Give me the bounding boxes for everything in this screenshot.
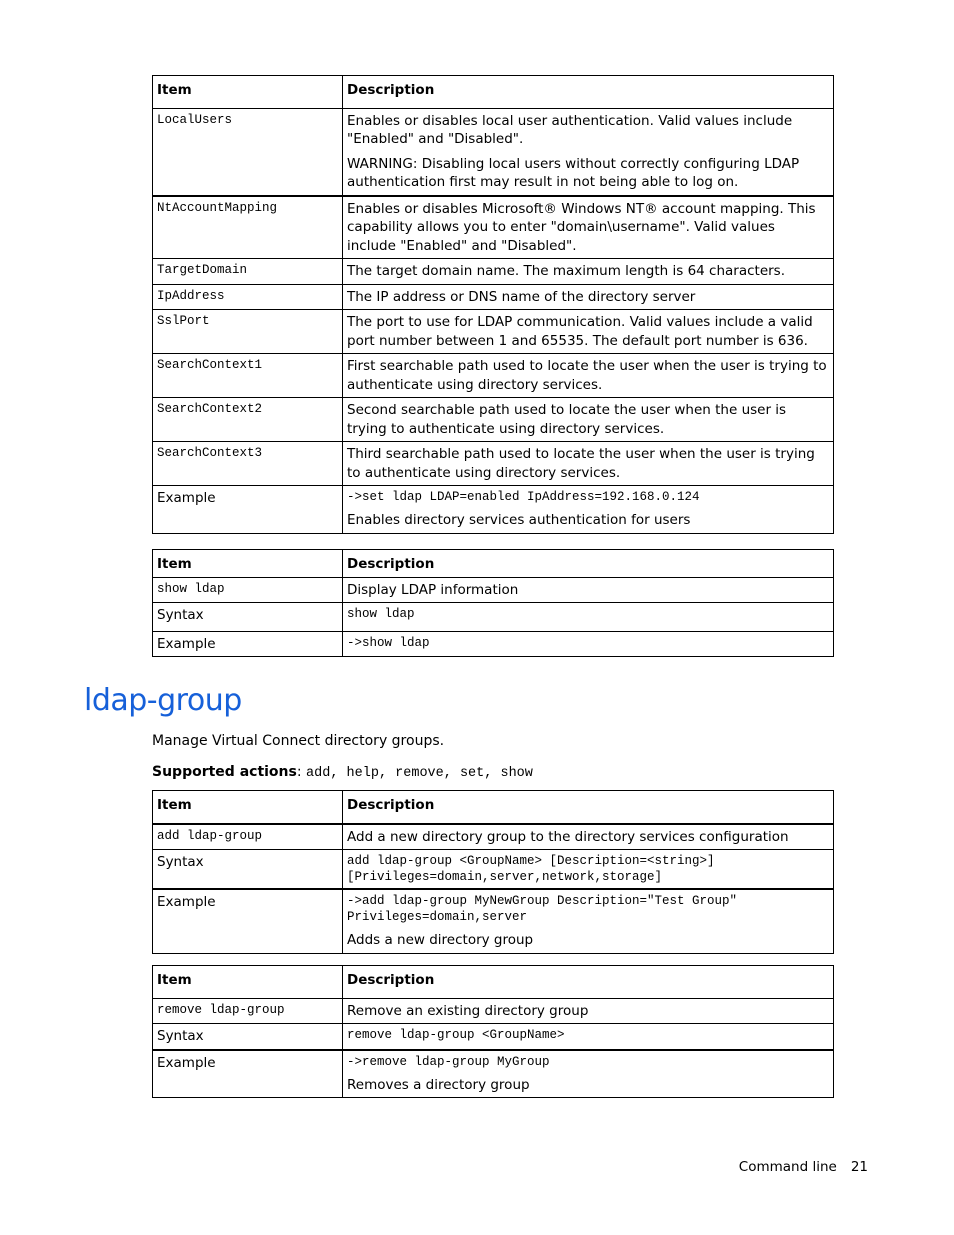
example-label: Example [153,1050,343,1098]
example-cell [343,1050,834,1098]
syntax-code-line-1: add ldap-group <GroupName> [Description=<string>] [347,854,715,868]
command-name: show ldap [153,577,343,603]
section-title: ldap-group [84,683,242,718]
command-description: Remove an existing directory group [343,998,834,1024]
table-row [153,284,834,310]
row-description: Enables or disables Microsoft® Windows NT® account mapping. This capability allows you to enter "domain\username". Valid values include "Enabled" and "Disabled". [343,196,834,259]
example-row [153,486,834,534]
example-cell [343,889,834,953]
section-intro: Manage Virtual Connect directory groups. [152,733,445,749]
page-footer [739,1159,868,1175]
header-item: Item [153,966,343,999]
example-code: ->set ldap LDAP=enabled IpAddress=192.168.0.124 [347,490,700,504]
example-cell [343,486,834,534]
add-ldap-group-table [152,790,834,954]
example-row [153,1050,834,1098]
command-description: Add a new directory group to the directory services configuration [343,824,834,850]
remove-ldap-group-table [152,965,834,1098]
show-ldap-table [152,549,834,657]
example-code: ->show ldap [343,631,834,657]
syntax-label: Syntax [153,1024,343,1050]
row-description: The IP address or DNS name of the directory server [343,284,834,310]
example-row [153,631,834,657]
syntax-code-line-2: [Privileges=domain,server,network,storage] [347,870,663,884]
row-item: IpAddress [153,284,343,310]
table-row [153,998,834,1024]
supported-actions-line: Supported actions: add, help, remove, set, show [152,764,533,781]
header-description: Description [343,76,834,109]
table-row [153,196,834,259]
example-code-line-1: ->add ldap-group MyNewGroup Description="Test Group" [347,894,738,908]
example-row [153,889,834,953]
header-item: Item [153,550,343,578]
command-name: add ldap-group [153,824,343,850]
table-row [153,398,834,442]
example-description: Enables directory services authentication for users [347,512,691,528]
row-description: The target domain name. The maximum length is 64 characters. [343,259,834,285]
header-description: Description [343,966,834,999]
example-label: Example [153,631,343,657]
table-row [153,354,834,398]
example-label: Example [153,486,343,534]
syntax-code: remove ldap-group <GroupName> [343,1024,834,1050]
header-item: Item [153,76,343,109]
example-description: Adds a new directory group [347,932,534,948]
example-code-line-2: Privileges=domain,server [347,910,528,924]
syntax-code [343,850,834,890]
command-name: remove ldap-group [153,998,343,1024]
syntax-label: Syntax [153,603,343,632]
row-item: SearchContext1 [153,354,343,398]
table-row [153,577,834,603]
syntax-row [153,850,834,890]
example-label: Example [153,889,343,953]
row-description: The port to use for LDAP communication. Valid values include a valid port number between 1 and 65535. The default port number is 636. [343,310,834,354]
footer-section-name: Command line [738,1159,837,1175]
table-row [153,259,834,285]
command-description: Display LDAP information [343,577,834,603]
header-description: Description [343,550,834,578]
row-description-text: Enables or disables local user authentication. Valid values include "Enabled" and "Disabled". [347,112,793,147]
table-row [153,310,834,354]
table-row [153,442,834,486]
page-number: 21 [850,1159,868,1175]
row-item: SearchContext2 [153,398,343,442]
supported-actions-label: Supported actions [152,764,297,780]
header-item: Item [153,791,343,824]
syntax-row [153,1024,834,1050]
row-item: SslPort [153,310,343,354]
table-row [153,108,834,196]
row-item: SearchContext3 [153,442,343,486]
table-header-row [153,76,834,109]
example-code: ->remove ldap-group MyGroup [347,1054,550,1069]
ldap-properties-table [152,75,834,534]
header-description: Description [343,791,834,824]
syntax-row [153,603,834,632]
table-header-row [153,966,834,999]
syntax-code: show ldap [343,603,834,632]
syntax-label: Syntax [153,850,343,890]
supported-actions-list: add, help, remove, set, show [306,766,533,781]
table-row [153,824,834,850]
row-description: Third searchable path used to locate the user when the user is trying to authenticate using directory services. [343,442,834,486]
row-description: Second searchable path used to locate the user when the user is trying to authenticate using directory services. [343,398,834,442]
row-item: TargetDomain [153,259,343,285]
row-description: First searchable path used to locate the user when the user is trying to authenticate using directory services. [343,354,834,398]
row-description [343,108,834,196]
row-item: NtAccountMapping [153,196,343,259]
table-header-row [153,791,834,824]
row-warning-text: WARNING: Disabling local users without correctly configuring LDAP authentication first may result in not being able to log on. [347,155,800,190]
table-header-row [153,550,834,578]
row-item: LocalUsers [153,108,343,196]
example-description: Removes a directory group [347,1076,530,1093]
